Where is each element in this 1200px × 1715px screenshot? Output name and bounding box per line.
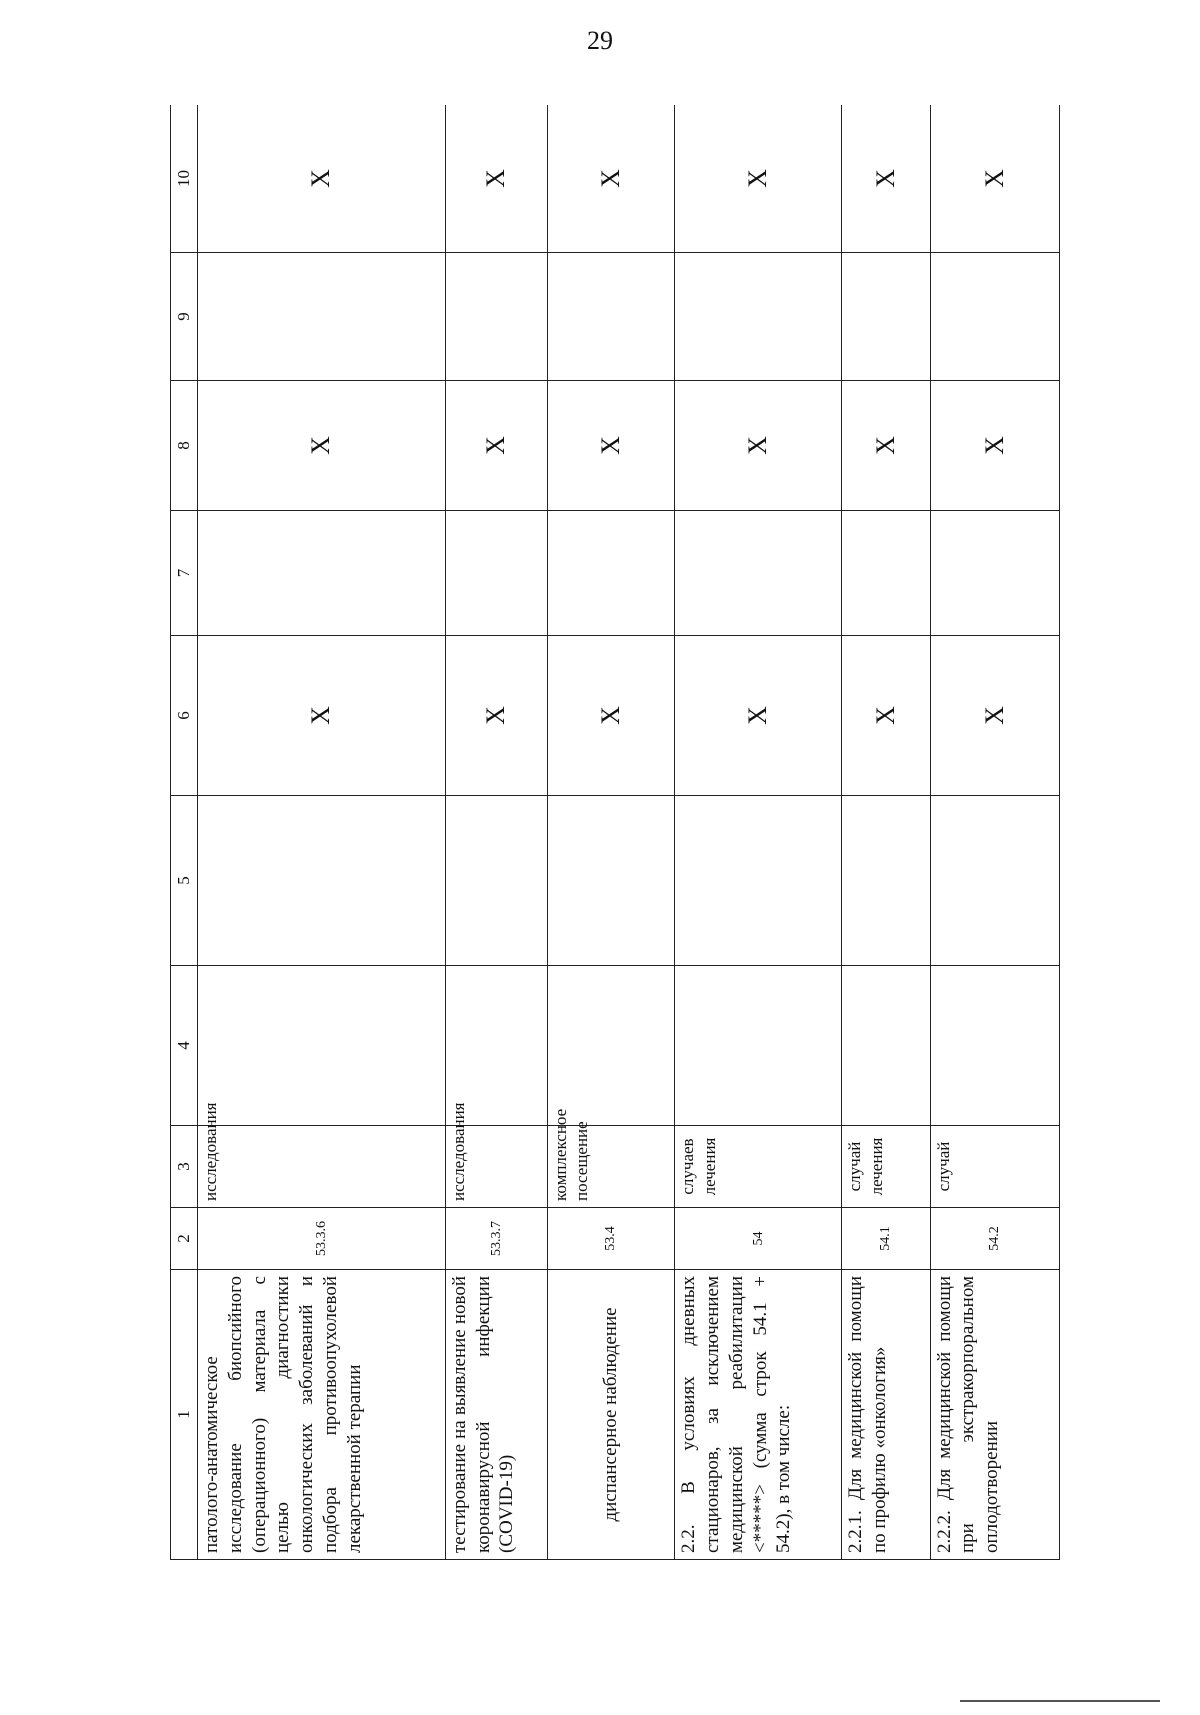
row-code: 53.3.7 — [445, 1208, 547, 1270]
rotated-table — [170, 105, 1060, 1560]
cell-8: X — [675, 381, 842, 511]
row-name: патолого-анатомическое исследование биопсийного (операционного) материала с целью диагностики онкологических заболеваний и подбора противоопухолевой лекарственной терапии — [198, 1270, 446, 1560]
cell-5 — [842, 796, 930, 966]
cell-8: X — [930, 381, 1059, 511]
row-code: 53.3.6 — [198, 1208, 446, 1270]
cell-10: X — [930, 105, 1059, 253]
cell-6: X — [675, 636, 842, 796]
row-code: 54 — [675, 1208, 842, 1270]
cell-8: X — [548, 381, 675, 511]
cell-4 — [198, 966, 446, 1126]
col-header: 7 — [171, 511, 198, 636]
cell-6: X — [198, 636, 446, 796]
col-header: 2 — [171, 1208, 198, 1270]
row-name: 2.2. В условиях дневных стационаров, за исключением медицинской реабилитации <*****> (сумма строк 54.1 + 54.2), в том числе: — [675, 1270, 842, 1560]
row-unit: случаев лечения — [675, 1126, 842, 1208]
cell-10: X — [198, 105, 446, 253]
cell-6: X — [445, 636, 547, 796]
cell-7 — [548, 511, 675, 636]
row-code: 54.2 — [930, 1208, 1059, 1270]
cell-9 — [445, 253, 547, 381]
cell-10: X — [675, 105, 842, 253]
scan-artifact-line — [960, 1700, 1160, 1702]
data-table — [170, 105, 1060, 1560]
row-name: 2.2.2. Для медицинской помощи при экстракорпоральном оплодотворении — [930, 1270, 1059, 1560]
table-row — [930, 105, 1059, 1560]
row-name: диспансерное наблюдение — [548, 1270, 675, 1560]
table-row — [445, 105, 547, 1560]
cell-6: X — [842, 636, 930, 796]
col-header: 6 — [171, 636, 198, 796]
cell-7 — [445, 511, 547, 636]
cell-10: X — [842, 105, 930, 253]
page-number: 29 — [587, 26, 613, 55]
cell-5 — [930, 796, 1059, 966]
cell-4 — [930, 966, 1059, 1126]
row-name: 2.2.1. Для медицинской помощи по профилю «онкология» — [842, 1270, 930, 1560]
table-row — [198, 105, 446, 1560]
table-container — [170, 105, 1060, 1560]
cell-8: X — [445, 381, 547, 511]
row-unit: случай — [930, 1126, 1059, 1208]
cell-5 — [675, 796, 842, 966]
cell-7 — [842, 511, 930, 636]
col-header: 4 — [171, 966, 198, 1126]
cell-9 — [198, 253, 446, 381]
cell-6: X — [548, 636, 675, 796]
cell-9 — [930, 253, 1059, 381]
cell-8: X — [198, 381, 446, 511]
cell-7 — [675, 511, 842, 636]
cell-4 — [675, 966, 842, 1126]
row-code: 54.1 — [842, 1208, 930, 1270]
row-code: 53.4 — [548, 1208, 675, 1270]
cell-8: X — [842, 381, 930, 511]
table-row — [675, 105, 842, 1560]
cell-7 — [198, 511, 446, 636]
cell-5 — [445, 796, 547, 966]
cell-9 — [842, 253, 930, 381]
table-row — [842, 105, 930, 1560]
row-unit: исследования — [198, 1126, 446, 1208]
cell-4 — [842, 966, 930, 1126]
col-header: 10 — [171, 105, 198, 253]
cell-10: X — [445, 105, 547, 253]
header-row — [171, 105, 198, 1560]
cell-6: X — [930, 636, 1059, 796]
row-unit: случай лечения — [842, 1126, 930, 1208]
cell-9 — [675, 253, 842, 381]
row-unit: комплексное посещение — [548, 1126, 675, 1208]
cell-9 — [548, 253, 675, 381]
cell-7 — [930, 511, 1059, 636]
row-unit: исследования — [445, 1126, 547, 1208]
col-header: 5 — [171, 796, 198, 966]
cell-4 — [548, 966, 675, 1126]
cell-10: X — [548, 105, 675, 253]
row-name: тестирование на выявление новой коронавирусной инфекции (COVID-19) — [445, 1270, 547, 1560]
col-header: 9 — [171, 253, 198, 381]
col-header: 3 — [171, 1126, 198, 1208]
table-row — [548, 105, 675, 1560]
col-header: 8 — [171, 381, 198, 511]
cell-5 — [548, 796, 675, 966]
col-header: 1 — [171, 1270, 198, 1560]
cell-5 — [198, 796, 446, 966]
